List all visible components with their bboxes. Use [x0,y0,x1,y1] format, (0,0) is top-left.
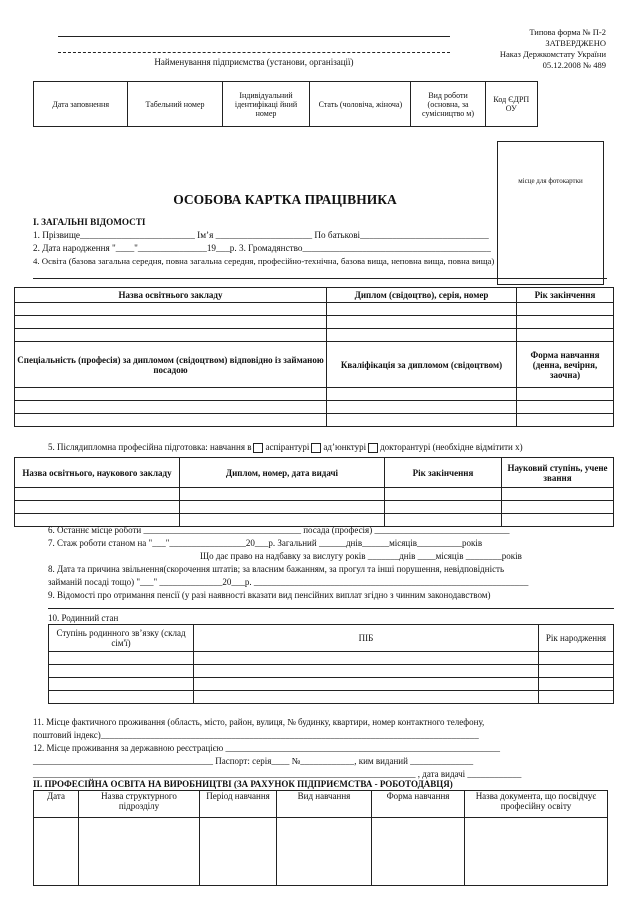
family-table [48,624,614,704]
education-line: 4. Освіта (базова загальна середня, повна загальна середня, професійно-технічна, базова вища, неповна вища, повна вища) [33,256,495,266]
registration-line[interactable]: 12. Місце проживання за державною реєстрацією _____________________________________________________________ [33,743,501,753]
pg-col-degree: Науковий ступінь, учене звання [502,458,614,488]
work-experience-line[interactable]: 7. Стаж роботи станом на "___"_________________20___р. Загальний ______днів______місяців__________років [48,538,483,548]
edu-col-qualification: Кваліфікація за дипломом (свідоцтвом) [327,342,517,388]
edrpou-cell[interactable]: Код ЄДРП ОУ [485,82,537,127]
section1-heading: І. ЗАГАЛЬНІ ВІДОМОСТІ [33,217,146,227]
pe-col-document: Назва документа, що посвідчує професійну освіту [465,791,608,818]
pe-col-date: Дата [34,791,79,818]
order-date: 05.12.2008 № 489 [542,60,606,70]
order-label: Наказ Держкомстату України [499,49,606,59]
adjunktura-checkbox[interactable] [311,443,321,453]
pg-col-year: Рік закінчення [385,458,502,488]
photo-caption: місце для фотокартки [518,177,583,185]
edu-col-year: Рік закінчення [517,288,614,303]
edu-col-study-form: Форма навчання (денна, вечірня, заочна) [517,342,614,388]
edu-col-diploma: Диплом (свідоцтво), серія, номер [327,288,517,303]
approved-label: ЗАТВЕРДЖЕНО [545,38,606,48]
pension-fill-line[interactable] [48,608,614,609]
pg-col-diploma: Диплом, номер, дата видачі [180,458,385,488]
residence-line: 11. Місце фактичного проживання (область, місто, район, вулиця, № будинку, квартири, номер контактного телефону, [33,717,485,727]
page-title: ОСОБОВА КАРТКА ПРАЦІВНИКА [173,192,397,207]
pe-col-period: Період навчання [200,791,277,818]
photo-box[interactable] [497,141,604,285]
section2-heading: ІІ. ПРОФЕСІЙНА ОСВІТА НА ВИРОБНИЦТВІ (ЗА РАХУНОК ПІДПРИЄМСТВА - РОБОТОДАВЦЯ) [33,779,453,789]
dismissal-line: 8. Дата та причина звільнення(скорочення штатів; за власним бажанням, за прогул та інші порушення, невідповідність [48,564,505,574]
prof-education-table [33,790,608,886]
postgrad-line: 5. Післядипломна професійна підготовка: навчання в аспірантурі ад’юнктурі докторантурі (необхідне відмітити х) [48,442,523,452]
doktorantura-checkbox[interactable] [368,443,378,453]
org-caption: Найменування підприємства (установи, організації) [154,57,354,67]
aspirantura-checkbox[interactable] [253,443,263,453]
postgrad-table [14,457,614,527]
bonus-experience-line[interactable]: Що дає право на надбавку за вислугу років _______днів ____місяців ________років [200,551,522,561]
fill-date-cell[interactable]: Дата заповнення [34,82,128,127]
pension-line: 9. Відомості про отримання пенсії (у разі наявності вказати вид пенсійних виплат згідно з чинним законодавством) [48,590,491,600]
form-header [446,27,606,71]
pe-col-department: Назва структурного підрозділу [79,791,200,818]
passport-line[interactable]: ________________________________________ Паспорт: серія____ №____________, ким виданий ______________ [33,756,474,766]
education-fill-line[interactable] [33,278,607,279]
top-info-table [33,81,609,127]
form-label: Типова форма № П-2 [529,27,606,37]
residence-fill-line[interactable]: поштовий індекс)____________________________________________________________________________________ [33,730,479,740]
pe-col-type: Вид навчання [277,791,372,818]
edu-col-school: Назва освітнього закладу [15,288,327,303]
pe-col-form: Форма навчання [372,791,465,818]
sex-cell[interactable]: Стать (чоловіча, жіноча) [310,82,411,127]
last-job-line[interactable]: 6. Останнє місце роботи ___________________________________ посада (професія) ______________________________ [48,525,510,535]
family-col-relation: Ступінь родинного зв’язку (склад сім'ї) [49,625,194,652]
edu-col-specialty: Спеціальність (професія) за дипломом (свідоцтвом) відповідно із займаною посадою [15,342,327,388]
education-table [14,287,614,427]
ind-id-cell[interactable]: Індивідуальний ідентифікаці йний номер [222,82,310,127]
org-name-line-2[interactable] [58,52,450,53]
birth-line[interactable]: 2. Дата народження "____"_______________19___р. 3. Громадянство_________________________________________ [33,243,491,253]
family-col-year: Рік народження [539,625,614,652]
family-col-name: ПІБ [194,625,539,652]
family-heading: 10. Родинний стан [48,613,119,623]
passport-date-line[interactable]: _____________________________________________________________________________________ , дата видачі ____________ [33,769,522,779]
tab-number-cell[interactable]: Табельний номер [128,82,222,127]
work-type-cell[interactable]: Вид роботи (основна, за сумісництво м) [411,82,485,127]
name-line[interactable]: 1. Прізвище_________________________ Ім’я _____________________ По батькові____________________________ [33,230,489,240]
dismissal-fill-line[interactable]: займаній посаді тощо) "___" ______________20___р. _____________________________________________________________ [48,577,529,587]
pg-col-institution: Назва освітнього, наукового закладу [15,458,180,488]
org-name-line-1[interactable] [58,36,450,37]
